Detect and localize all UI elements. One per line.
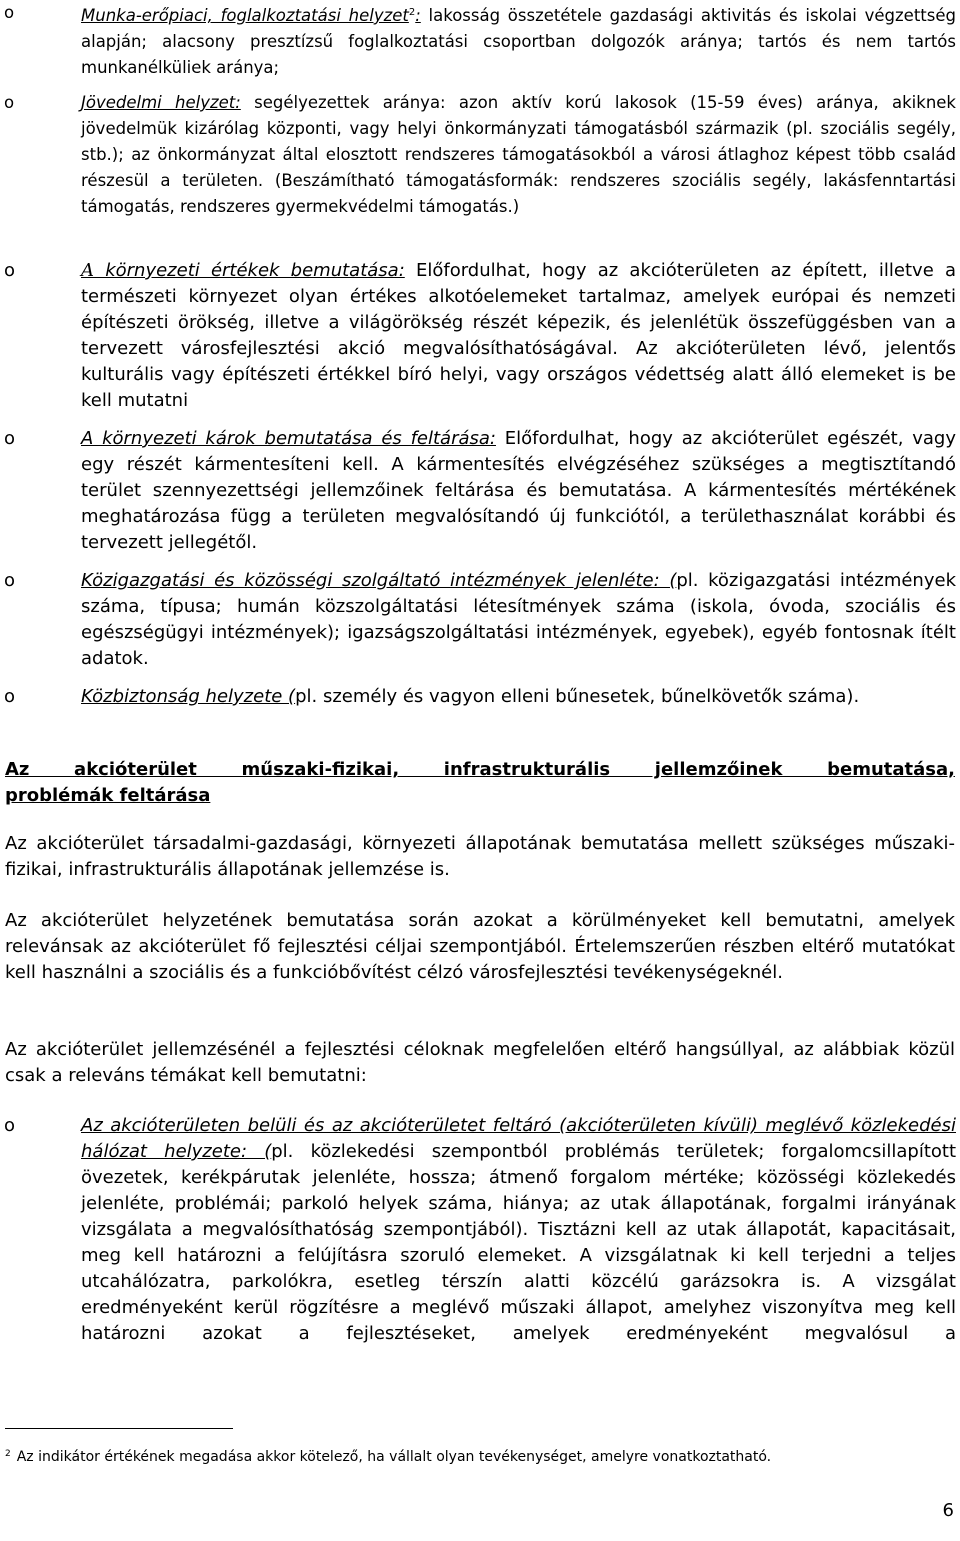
item-title-suffix: : [415, 6, 421, 25]
item-text: segélyezettek aránya: azon aktív korú lakosok (15-59 éves) aránya, akiknek jövedelmük kizárólag központi, vagy helyi önkormányzati támogatásból származik (pl. szociális segély, stb.); az önkormányzat által elosztott rendszeres támogatásokból a városi átlaghoz képest több család részesül a területen. (Beszámítható támogatásformák: rendszeres szociális segély, lakásfenntartási támogatás, rendszeres gyermekvédelmi támogatás.) [81, 93, 956, 216]
list-item [0, 684, 960, 710]
footnote [5, 1444, 771, 1467]
paragraph: Az akcióterület jellemzésénél a fejlesztési céloknak megfelelően eltérő hangsúllyal, az alábbiak közül csak a releváns témákat kell bemutatni: [5, 1039, 955, 1086]
paragraph: Az akcióterület helyzetének bemutatása során azokat a körülményeket kell bemutatni, amelyek relevánsak az akcióterület fő fejlesztési céljai szempontjából. Értelemszerűen részben eltérő mutatókat kell használni a szociális és a funkcióbővítést célzó városfejlesztési tevékenységeknél. [5, 910, 955, 983]
footnote-ref[interactable]: 2 [408, 7, 416, 18]
footnote-text: Az indikátor értékének megadása akkor kötelező, ha vállalt olyan tevékenységet, amelyre vonatkoztatható. [16, 1449, 772, 1465]
list-item [0, 426, 960, 556]
item-text: lakosság összetétele gazdasági aktivitás és iskolai végzettség alapján; alacsony presztízsű foglalkoztatási csoportban dolgozók aránya; tartós és nem tartós munkanélküliek aránya; [81, 6, 956, 77]
footnote-number: 2 [5, 1449, 11, 1459]
bullet-list-top [0, 0, 960, 220]
item-title: Közigazgatási és közösségi szolgáltató intézmények jelenléte: ( [81, 570, 677, 591]
bullet-marker: o [4, 3, 15, 22]
item-text: pl. személy és vagyon elleni bűnesetek, bűnelkövetők száma). [295, 686, 860, 707]
section-heading-line: Az akcióterület műszaki-fizikai, infrastrukturális jellemzőinek bemutatása, [5, 759, 955, 780]
bullet-marker: o [4, 428, 16, 449]
footnote-separator [5, 1428, 233, 1429]
bullet-marker: o [4, 686, 16, 707]
item-title: Az akcióterületen belüli és az akcióterületet feltáró (akcióterületen kívüli) meglévő közlekedési hálózat helyzete: ( [81, 1115, 956, 1162]
paragraph: Az akcióterület társadalmi-gazdasági, környezeti állapotának bemutatása mellett szükséges műszaki-fizikai, infrastrukturális állapotának jellemzése is. [5, 833, 955, 880]
list-item [0, 90, 960, 220]
item-title: Munka-erőpiaci, foglalkoztatási helyzet [81, 6, 409, 25]
bullet-marker: o [4, 260, 16, 281]
item-title: környezeti értékek bemutatása: [94, 260, 405, 281]
list-item [0, 1113, 960, 1347]
list-item [0, 568, 960, 672]
bullet-marker: o [4, 570, 16, 591]
item-title: Közbiztonság helyzete ( [81, 686, 296, 707]
bullet-marker: o [4, 1115, 16, 1136]
section-heading [5, 757, 955, 809]
item-title: A környezeti károk bemutatása és feltárása: [81, 428, 496, 449]
item-text: pl. közlekedési szempontból problémás területek; forgalomcsillapított övezetek, kerékpárutak jelenléte, hossza; átmenő forgalom mértéke; közösségi közlekedés jelenléte, problémái; parkoló helyek száma, hiánya; az utak állapotának, forgalmi irányának vizsgálata a megvalósíthatóság szempontjából). Tisztázni kell az utak állapotát, kapacitásait, meg kell határozni a felújításra szoruló elemeket. A vizsgálatnak ki kell terjedni a teljes utcahálózatra, parkolókra, esetleg térszín alatti közcélú garázsokra is. A vizsgálat eredményeként kerül rögzítésre a meglévő műszaki állapot, amelyhez viszonyítva meg kell határozni azokat a fejlesztéseket, amelyek eredményeként megvalósul a [81, 1141, 957, 1344]
list-item [0, 0, 960, 90]
bullet-marker: o [4, 93, 15, 112]
section-heading-line: problémák feltárása [5, 785, 211, 806]
item-title-initial: A [81, 260, 94, 281]
bullet-list-mid [0, 258, 960, 710]
item-text: Előfordulhat, hogy az akcióterületen az épített, illetve a természeti környezet olyan értékes alkotóelemeket tartalmaz, amelyek európai és nemzeti építészeti örökség, illetve a világörökség részét képezik, és jelenlétük összefüggésben van a tervezett városfejlesztési akció megvalósíthatóságával. Az akcióterületen lévő, jelentős kulturális vagy építészeti értékkel bíró helyi, vagy országos védettség alatt álló elemeket is be kell mutatni [81, 260, 956, 411]
item-text: pl. közigazgatási intézmények száma, típusa; humán közszolgáltatási létesítmények száma (iskola, óvoda, szociális és egészségügyi intézmények); igazságszolgáltatási intézmények, egyebek), egyéb fontosnak ítélt adatok. [81, 570, 956, 669]
item-text: Előfordulhat, hogy az akcióterület egészét, vagy egy részét kármentesíteni kell. A kármentesítés elvégzéséhez szükséges a megtisztítandó terület szennyezettségi jellemzőinek feltárása és bemutatása. A kármentesítés mértékének meghatározása függ a területen megvalósítandó új funkciótól, a területhasználat korábbi és tervezett jellegétől. [81, 428, 956, 553]
page-number: 6 [942, 1500, 954, 1521]
item-title: Jövedelmi helyzet: [81, 93, 241, 112]
bullet-list-bottom [0, 1113, 960, 1347]
list-item [0, 258, 960, 414]
